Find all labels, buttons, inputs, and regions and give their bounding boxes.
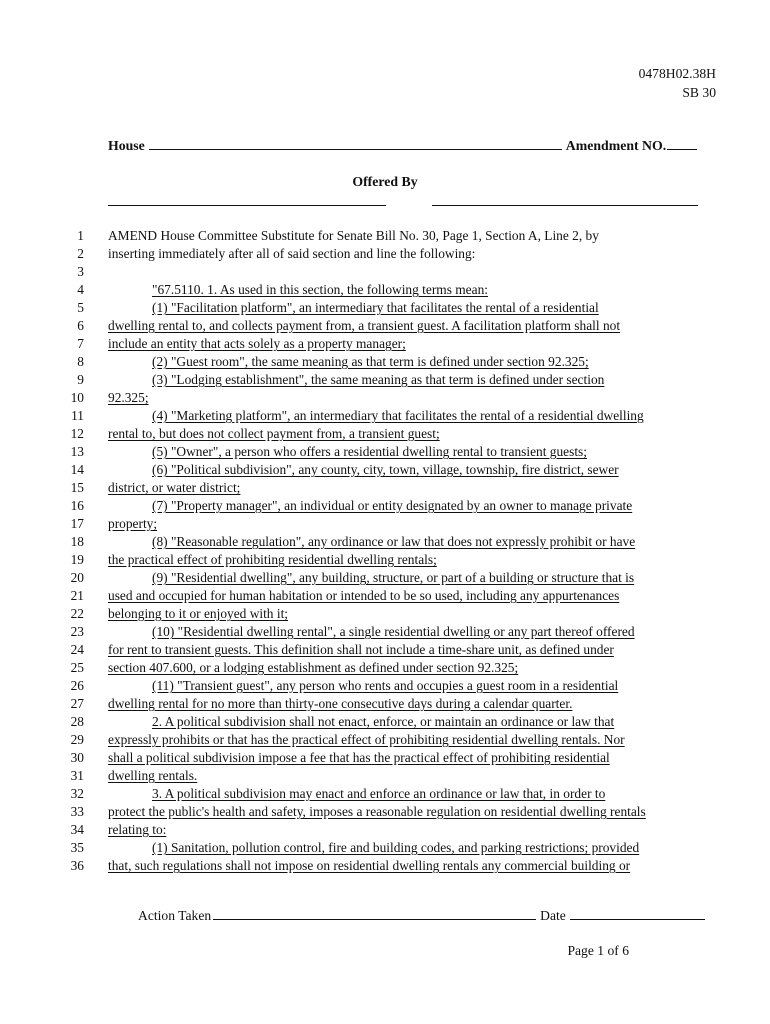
line-text: property; <box>108 516 158 531</box>
text-line <box>0 461 770 479</box>
line-number: 3 <box>77 264 84 279</box>
text-line <box>0 407 770 425</box>
text-line <box>0 821 770 839</box>
line-number: 21 <box>70 588 84 603</box>
text-line <box>0 317 770 335</box>
offered-by-heading: Offered By <box>352 174 418 189</box>
line-number: 36 <box>70 858 84 873</box>
line-number: 29 <box>70 732 84 747</box>
house-label: House <box>108 138 145 153</box>
line-number: 7 <box>77 336 84 351</box>
text-line <box>0 623 770 641</box>
line-number: 1 <box>77 228 84 243</box>
text-line <box>0 443 770 461</box>
line-text: belonging to it or enjoyed with it; <box>108 606 289 621</box>
line-number: 8 <box>77 354 84 369</box>
text-line <box>0 425 770 443</box>
line-number: 20 <box>70 570 84 585</box>
line-text: relating to: <box>108 822 167 837</box>
text-line <box>0 803 770 821</box>
date-blank <box>570 907 705 920</box>
text-line <box>0 263 770 281</box>
line-number: 16 <box>70 498 84 513</box>
line-text: (2) "Guest room", the same meaning as that term is defined under section 92.325; <box>152 354 589 369</box>
line-number: 11 <box>71 408 84 423</box>
line-number: 27 <box>70 696 84 711</box>
line-text: inserting immediately after all of said section and line the following: <box>108 246 476 261</box>
line-text: expressly prohibits or that has the practical effect of prohibiting residential dwelling rentals. Nor <box>108 732 625 747</box>
house-blank-line <box>149 137 562 150</box>
amendment-number-blank <box>667 137 697 150</box>
line-text: (10) "Residential dwelling rental", a single residential dwelling or any part thereof offered <box>152 624 635 639</box>
text-line <box>0 767 770 785</box>
line-number: 32 <box>70 786 84 801</box>
text-line <box>0 479 770 497</box>
action-taken-line <box>138 907 705 924</box>
text-line <box>0 677 770 695</box>
offered-by-signature-line-right <box>432 205 698 206</box>
line-text: 2. A political subdivision shall not enact, enforce, or maintain an ordinance or law that <box>152 714 615 729</box>
line-number: 22 <box>70 606 84 621</box>
line-number: 23 <box>70 624 84 639</box>
text-line <box>0 839 770 857</box>
line-text: (1) Sanitation, pollution control, fire and building codes, and parking restrictions; provided <box>152 840 640 855</box>
line-text: dwelling rental to, and collects payment from, a transient guest. A facilitation platform shall not <box>108 318 621 333</box>
line-number: 19 <box>70 552 84 567</box>
line-text: "67.5110. 1. As used in this section, the following terms mean: <box>152 282 488 297</box>
text-line <box>0 299 770 317</box>
line-text: (4) "Marketing platform", an intermediary that facilitates the rental of a residential dwelling <box>152 408 644 423</box>
text-line <box>0 731 770 749</box>
text-line <box>0 857 770 875</box>
text-line <box>0 659 770 677</box>
line-text: dwelling rental for no more than thirty-one consecutive days during a calendar quarter. <box>108 696 573 711</box>
text-line <box>0 533 770 551</box>
line-text: (6) "Political subdivision", any county, city, town, village, township, fire district, sewer <box>152 462 619 477</box>
line-number: 34 <box>70 822 84 837</box>
line-text: (7) "Property manager", an individual or entity designated by an owner to manage private <box>152 498 633 513</box>
line-text: for rent to transient guests. This definition shall not include a time-share unit, as defined under <box>108 642 614 657</box>
text-line <box>0 587 770 605</box>
text-line <box>0 641 770 659</box>
line-text: (1) "Facilitation platform", an intermediary that facilitates the rental of a residential <box>152 300 599 315</box>
line-number: 24 <box>70 642 84 657</box>
action-taken-label: Action Taken <box>138 908 212 923</box>
bill-code: 0478H02.38H <box>638 66 716 81</box>
text-line <box>0 785 770 803</box>
line-text: district, or water district; <box>108 480 241 495</box>
line-text: used and occupied for human habitation or intended to be so used, including any appurtenances <box>108 588 620 603</box>
amendment-number-label: Amendment NO. <box>565 138 667 153</box>
line-text: AMEND House Committee Substitute for Senate Bill No. 30, Page 1, Section A, Line 2, by <box>108 228 599 243</box>
text-line <box>0 335 770 353</box>
line-text: the practical effect of prohibiting residential dwelling rentals; <box>108 552 437 567</box>
text-line <box>0 281 770 299</box>
text-line <box>0 497 770 515</box>
line-number: 5 <box>77 300 84 315</box>
line-text: dwelling rentals. <box>108 768 198 783</box>
line-text: include an entity that acts solely as a property manager; <box>108 336 406 351</box>
text-line <box>0 569 770 587</box>
text-line <box>0 245 770 263</box>
bill-short-name: SB 30 <box>682 85 716 100</box>
line-number: 12 <box>70 426 84 441</box>
line-text: (8) "Reasonable regulation", any ordinance or law that does not expressly prohibit or have <box>152 534 636 549</box>
date-label: Date <box>540 908 566 923</box>
line-text: protect the public's health and safety, imposes a reasonable regulation on residential dwelling rentals <box>108 804 646 819</box>
text-line <box>0 605 770 623</box>
line-text: (3) "Lodging establishment", the same meaning as that term is defined under section <box>152 372 605 387</box>
line-number: 26 <box>70 678 84 693</box>
amendment-header-line <box>108 137 697 154</box>
line-number: 13 <box>70 444 84 459</box>
text-line <box>0 749 770 767</box>
page-number: Page 1 of 6 <box>567 943 629 958</box>
text-line <box>0 353 770 371</box>
line-text: section 407.600, or a lodging establishment as defined under section 92.325; <box>108 660 519 675</box>
offered-by-signature-line-left <box>108 205 386 206</box>
line-number: 2 <box>77 246 84 261</box>
action-taken-blank <box>213 907 536 920</box>
text-line <box>0 227 770 245</box>
line-number: 14 <box>70 462 84 477</box>
line-text: rental to, but does not collect payment from, a transient guest; <box>108 426 440 441</box>
line-text: 92.325; <box>108 390 149 405</box>
line-text: 3. A political subdivision may enact and enforce an ordinance or law that, in order to <box>152 786 606 801</box>
line-text: (11) "Transient guest", any person who rents and occupies a guest room in a residential <box>152 678 619 693</box>
text-line <box>0 389 770 407</box>
text-line <box>0 695 770 713</box>
line-number: 6 <box>77 318 84 333</box>
line-text: shall a political subdivision impose a fee that has the practical effect of prohibiting residential <box>108 750 610 765</box>
line-text: (5) "Owner", a person who offers a residential dwelling rental to transient guests; <box>152 444 587 459</box>
line-number: 25 <box>70 660 84 675</box>
line-number: 4 <box>77 282 84 297</box>
line-number: 18 <box>70 534 84 549</box>
line-text: that, such regulations shall not impose on residential dwelling rentals any commercial building or <box>108 858 631 873</box>
line-number: 10 <box>70 390 84 405</box>
text-line <box>0 551 770 569</box>
line-number: 17 <box>70 516 84 531</box>
line-number: 33 <box>70 804 84 819</box>
line-number: 30 <box>70 750 84 765</box>
line-number: 28 <box>70 714 84 729</box>
text-line <box>0 713 770 731</box>
amendment-text-body <box>0 227 770 875</box>
line-text: (9) "Residential dwelling", any building, structure, or part of a building or structure that is <box>152 570 635 585</box>
text-line <box>0 515 770 533</box>
bill-identifier <box>639 64 716 102</box>
line-number: 9 <box>77 372 84 387</box>
line-number: 35 <box>70 840 84 855</box>
line-number: 15 <box>70 480 84 495</box>
line-number: 31 <box>70 768 84 783</box>
text-line <box>0 371 770 389</box>
